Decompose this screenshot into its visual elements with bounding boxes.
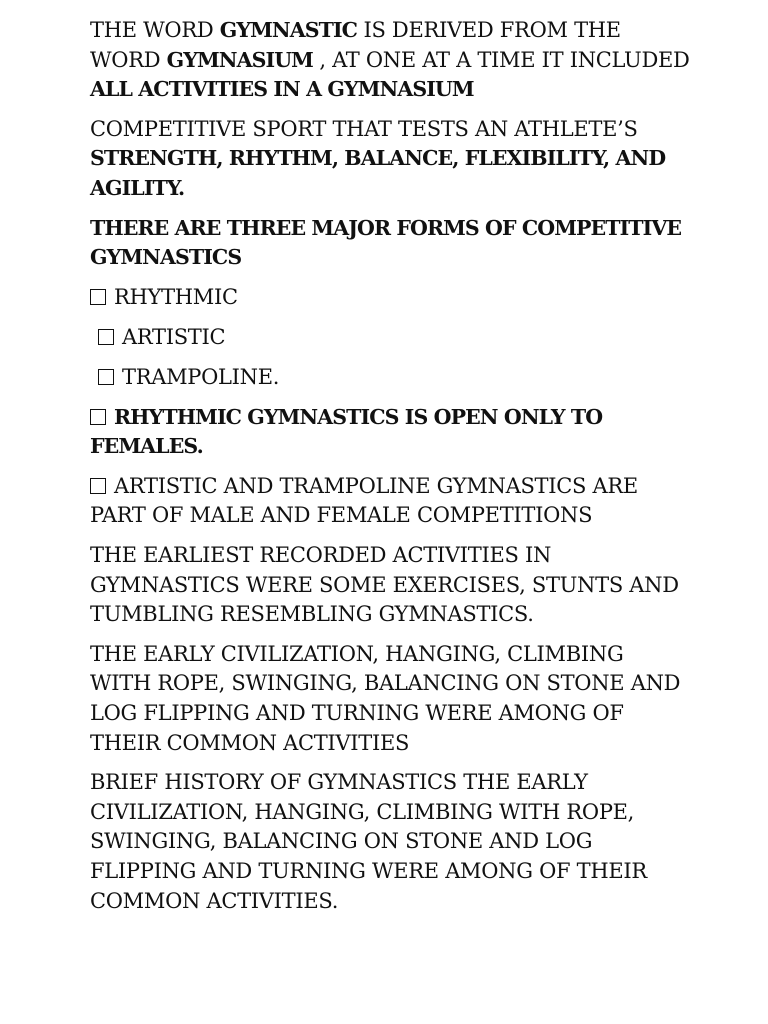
note-text: ARTISTIC AND TRAMPOLINE GYMNASTICS ARE PART OF MALE AND FEMALE COMPETITIONS [90,473,638,528]
checkbox-square-icon [90,409,106,425]
list-item-rhythmic [90,283,690,313]
list-item-artistic [90,323,690,353]
paragraph-history-1 [90,541,690,630]
text-segment-bold: THERE ARE THREE MAJOR FORMS OF COMPETITIVE GYMNASTICS [90,215,682,270]
text-segment-bold: ALL ACTIVITIES IN A GYMNASIUM [90,77,474,102]
text-segment: IS DERIVED FROM THE WORD [90,18,621,72]
paragraph-definition [90,115,690,204]
note-rhythmic-females [90,403,690,462]
list-item-label: RHYTHMIC [114,284,238,309]
paragraph-history-2 [90,640,690,758]
text-segment-bold: GYMNASTIC [219,18,358,42]
history-text: BRIEF HISTORY OF GYMNASTICS THE EARLY CIVILIZATION, HANGING, CLIMBING WITH ROPE, SWINGING, BALANCING ON STONE AND LOG FLIPPING AND TURNING WERE AMONG OF THEIR COMMON ACTIVITIES. [90,770,647,913]
note-artistic-trampoline [90,472,690,531]
text-segment: , AT ONE AT A TIME IT INCLUDED [312,47,690,72]
checkbox-square-icon [90,478,106,494]
document-page [90,16,690,926]
text-segment-bold: GYMNASIUM [166,47,313,72]
checkbox-square-icon [90,289,106,305]
history-text: THE EARLIEST RECORDED ACTIVITIES IN GYMNASTICS WERE SOME EXERCISES, STUNTS AND TUMBLING RESEMBLING GYMNASTICS. [90,543,679,627]
text-segment: THE WORD [90,18,220,42]
list-item-label: ARTISTIC [122,324,226,349]
checkbox-square-icon [98,329,114,345]
text-segment: COMPETITIVE SPORT THAT TESTS AN ATHLETE’S [90,116,638,141]
note-text-bold: RHYTHMIC GYMNASTICS IS OPEN ONLY TO FEMALES. [90,404,603,459]
paragraph-forms-heading [90,214,690,273]
paragraph-history-3 [90,768,690,916]
text-segment-bold: STRENGTH, RHYTHM, BALANCE, FLEXIBILITY, AND AGILITY. [90,146,666,200]
list-item-trampoline [90,363,690,393]
checkbox-square-icon [98,369,114,385]
paragraph-etymology [90,16,690,105]
history-text: THE EARLY CIVILIZATION, HANGING, CLIMBING WITH ROPE, SWINGING, BALANCING ON STONE AND LOG FLIPPING AND TURNING WERE AMONG OF THEIR COMMON ACTIVITIES [90,641,681,755]
list-item-label: TRAMPOLINE. [122,364,280,389]
